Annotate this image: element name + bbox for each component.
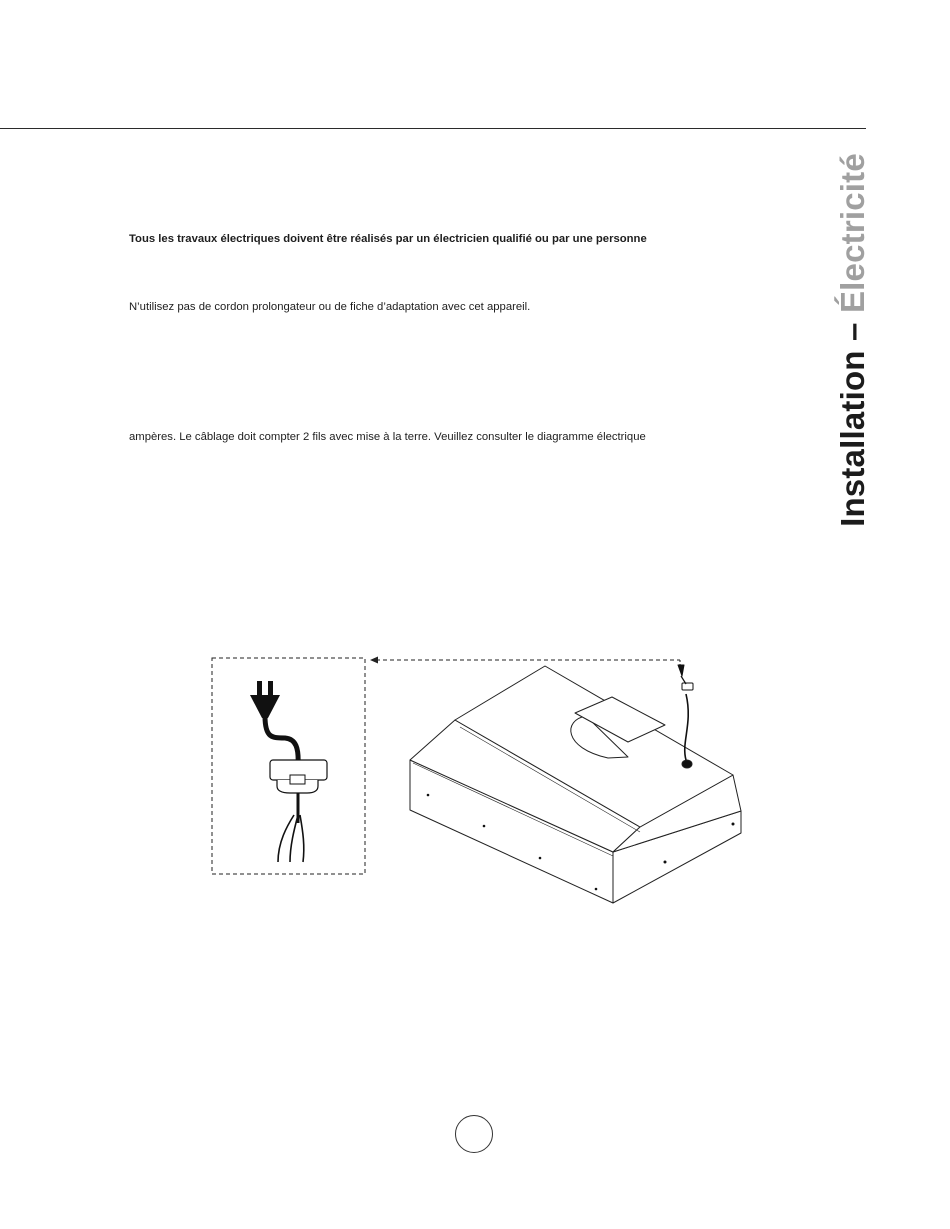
section-title-vertical — [834, 153, 872, 527]
paragraph-qualified-electrician: Tous les travaux électriques doivent être réalisés par un électricien qualifié ou par une personne — [129, 233, 647, 245]
range-hood-icon — [410, 665, 741, 903]
page-number-circle — [455, 1115, 493, 1153]
arrow-left-icon — [370, 657, 680, 667]
plug-icon — [250, 681, 327, 862]
wiring-illustration — [205, 650, 765, 910]
paragraph-no-extension-cord: N’utilisez pas de cordon prolongateur ou de fiche d’adaptation avec cet appareil. — [129, 301, 531, 313]
section-title-main: Installation – — [834, 322, 871, 527]
paragraph-wiring: ampères. Le câblage doit compter 2 fils avec mise à la terre. Veuillez consulter le diagramme électrique — [129, 431, 646, 443]
header-rule — [0, 128, 866, 129]
section-title-accent: Électricité — [834, 153, 871, 314]
